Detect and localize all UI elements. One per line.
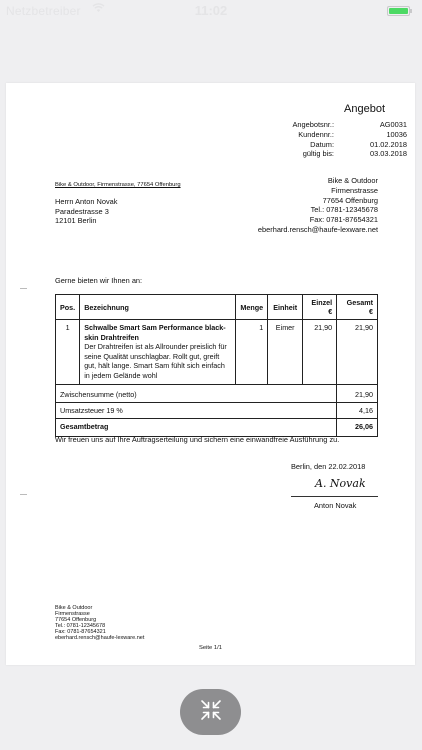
- item-text: Der Drahtreifen ist als Allrounder preislich für seine Qualität unschlagbar. Rollt gut, greift gut, hält lange. Smart Sam fühlt sich einfach in jedem Gelände wohl: [84, 342, 227, 380]
- subtotal-value: 21,90: [337, 384, 378, 402]
- closing-text: Wir freuen uns auf Ihre Auftragserteilung und sichern eine einwandfreie Ausführung zu.: [55, 435, 340, 444]
- header-unit: Einheit: [268, 295, 303, 320]
- battery-icon: [387, 6, 410, 16]
- item-qty: 1: [236, 320, 268, 385]
- table-row: [56, 320, 378, 385]
- item-price: 21,90: [303, 320, 337, 385]
- header-desc: Bezeichnung: [80, 295, 236, 320]
- footer-address: [55, 605, 144, 641]
- item-total: 21,90: [337, 320, 378, 385]
- subtotal-label: Zwischensumme (netto): [56, 384, 337, 402]
- collapse-button[interactable]: [180, 689, 241, 735]
- footer-line: Fax: 0781-87654321: [55, 629, 106, 635]
- tax-value: 4,16: [337, 402, 378, 418]
- page-number: Seite 1/1: [199, 645, 222, 651]
- recipient-name: Herrn Anton Novak: [55, 197, 118, 206]
- item-description: [80, 320, 236, 385]
- header-qty: Menge: [236, 295, 268, 320]
- company-name: Bike & Outdoor: [327, 176, 378, 185]
- meta-value: 01.02.2018: [370, 139, 407, 149]
- footer-line: 77654 Offenburg: [55, 617, 97, 623]
- footer-line: eberhard.rensch@haufe-lexware.net: [55, 635, 145, 641]
- meta-label: gültig bis:: [302, 149, 334, 159]
- sender-line: Bike & Outdoor, Firmenstrasse, 77654 Offenburg: [55, 182, 181, 188]
- recipient-address: [55, 197, 117, 226]
- meta-value: 03.03.2018: [370, 149, 407, 159]
- signer-name: Anton Novak: [314, 501, 357, 510]
- company-city: 77654 Offenburg: [322, 195, 378, 205]
- header-total: Gesamt €: [337, 295, 378, 320]
- company-street: Firmenstrasse: [331, 185, 378, 195]
- meta-label: Datum:: [310, 139, 334, 149]
- place-date: Berlin, den 22.02.2018: [291, 462, 366, 471]
- collapse-arrows-icon: [199, 698, 223, 727]
- signature: A. Novak: [315, 477, 366, 490]
- subtotal-row: [56, 384, 378, 402]
- footer-line: Firmenstrasse: [55, 611, 90, 617]
- footer-line: Bike & Outdoor: [55, 605, 93, 611]
- grand-total-row: [56, 418, 378, 436]
- meta-label: Angebotsnr.:: [292, 120, 334, 129]
- intro-text: Gerne bieten wir Ihnen an:: [55, 276, 143, 285]
- fold-mark: [20, 288, 27, 289]
- item-name: Schwalbe Smart Sam Performance black-skin Drahtreifen: [84, 323, 226, 342]
- footer-line: Tel.: 0781-12345678: [55, 623, 106, 629]
- meta-label: Kundennr.:: [298, 129, 334, 139]
- carrier-label: Netzbetreiber: [6, 4, 81, 18]
- fold-mark: [20, 494, 27, 495]
- header-price: Einzel €: [303, 295, 337, 320]
- tax-label: Umsatzsteuer 19 %: [56, 402, 337, 418]
- recipient-city: 12101 Berlin: [55, 216, 97, 226]
- tax-row: [56, 402, 378, 418]
- status-bar: [0, 0, 422, 22]
- document-title: Angebot: [344, 103, 385, 115]
- clock: 11:02: [194, 3, 228, 18]
- items-table: [55, 294, 378, 437]
- meta-value: AG0031: [379, 120, 407, 129]
- document-meta: [254, 120, 407, 159]
- document-page[interactable]: [6, 83, 415, 665]
- table-header-row: [56, 295, 378, 320]
- header-pos: Pos.: [56, 295, 80, 320]
- company-phone: Tel.: 0781-12345678: [310, 205, 378, 215]
- item-pos: 1: [56, 320, 80, 385]
- company-address: [258, 176, 378, 235]
- grand-total-label: Gesamtbetrag: [56, 418, 337, 436]
- item-unit: Eimer: [268, 320, 303, 385]
- recipient-street: Paradestrasse 3: [55, 206, 109, 216]
- meta-value: 10036: [386, 129, 407, 139]
- signature-line: [291, 496, 378, 497]
- grand-total-value: 26,06: [337, 418, 378, 436]
- company-email: eberhard.rensch@haufe-lexware.net: [257, 224, 378, 234]
- company-fax: Fax: 0781-87654321: [309, 215, 378, 225]
